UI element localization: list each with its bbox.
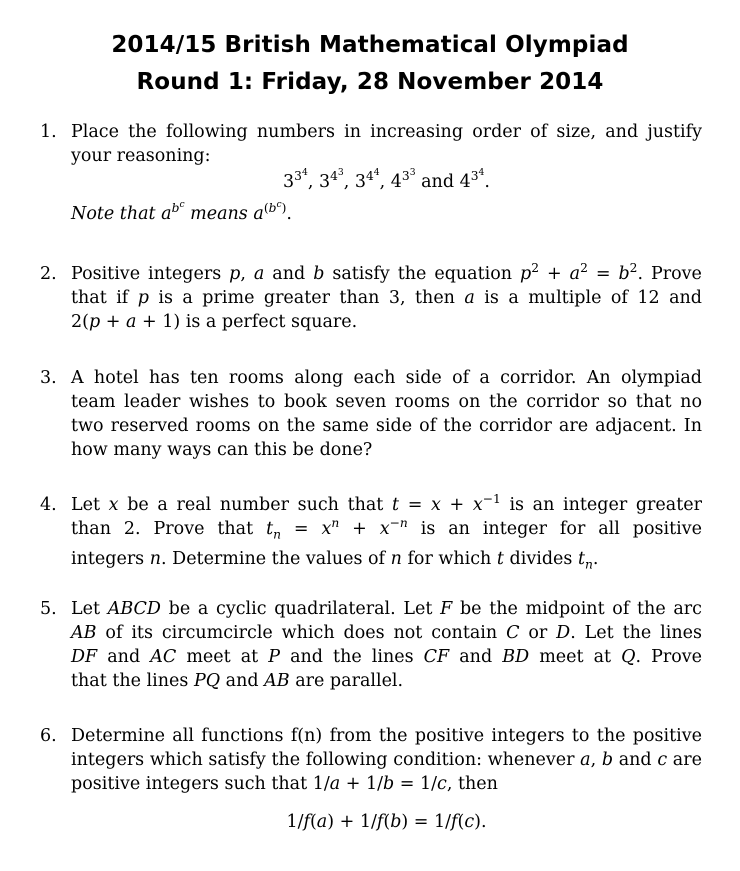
problem-6 [40,724,702,834]
problem-text: Place the following numbers in increasing order of size, and justify [71,122,702,142]
problem-number: 4. [40,495,57,515]
problem-1 [40,120,702,226]
problem-text: positive integers such that 1/a + 1/b = 1/c, then [71,774,498,794]
page-title: 2014/15 British Mathematical Olympiad [111,32,629,58]
problem-note: Note that $a^{b^c}$ means $a^{(b^c)}$. [71,199,292,224]
problem-text: AB of its circumcircle which does not contain C or D. Let the lines [71,623,702,643]
problem-4 [40,493,702,576]
page-subtitle: Round 1: Friday, 28 November 2014 [136,69,604,95]
problem-2 [40,262,702,334]
problem-text: 2(p + a + 1) is a perfect square. [71,312,358,332]
problem-text: how many ways can this be done? [71,440,373,460]
problem-text: integers which satisfy the following condition: whenever a, b and c are [71,750,702,770]
problem-number: 6. [40,726,57,746]
problem-text: DF and AC meet at P and the lines CF and BD meet at Q. Prove [71,647,702,667]
problem-text: that the lines PQ and AB are parallel. [71,671,404,691]
problem-text: team leader wishes to book seven rooms on the corridor so that no [71,392,702,412]
problem-text: your reasoning: [71,146,211,166]
display-formula: 1/f(a) + 1/f(b) = 1/f(c). [286,812,487,832]
problem-number: 5. [40,599,57,619]
problem-text: two reserved rooms on the same side of the corridor are adjacent. In [71,416,702,436]
problem-number: 1. [40,122,57,142]
problem-number: 2. [40,264,57,284]
problem-text: than 2. Prove that $t_n = x^n + x^{-n}$ is an integer for all positive [71,516,702,542]
problem-text: integers n. Determine the values of n for which t divides $t_n$. [71,548,599,571]
problem-text: Positive integers p, a and b satisfy the equation $p^2 + a^2 = b^2$. Prove [71,261,702,284]
problem-3 [40,366,702,462]
problem-text: A hotel has ten rooms along each side of a corridor. An olympiad [71,368,702,388]
problem-text: Let x be a real number such that $t = x + x^{-1}$ is an integer greater [71,492,702,515]
display-formula: $3^{3^4}$, $3^{4^3}$, $3^{4^4}$, $4^{3^3}$ and $4^{3^4}$. [283,167,490,192]
problem-5 [40,597,702,693]
problem-text: Let ABCD be a cyclic quadrilateral. Let F be the midpoint of the arc [71,599,702,619]
problem-number: 3. [40,368,57,388]
problem-text: Determine all functions f(n) from the positive integers to the positive [71,726,702,746]
problem-text: that if p is a prime greater than 3, then a is a multiple of 12 and [71,288,702,308]
